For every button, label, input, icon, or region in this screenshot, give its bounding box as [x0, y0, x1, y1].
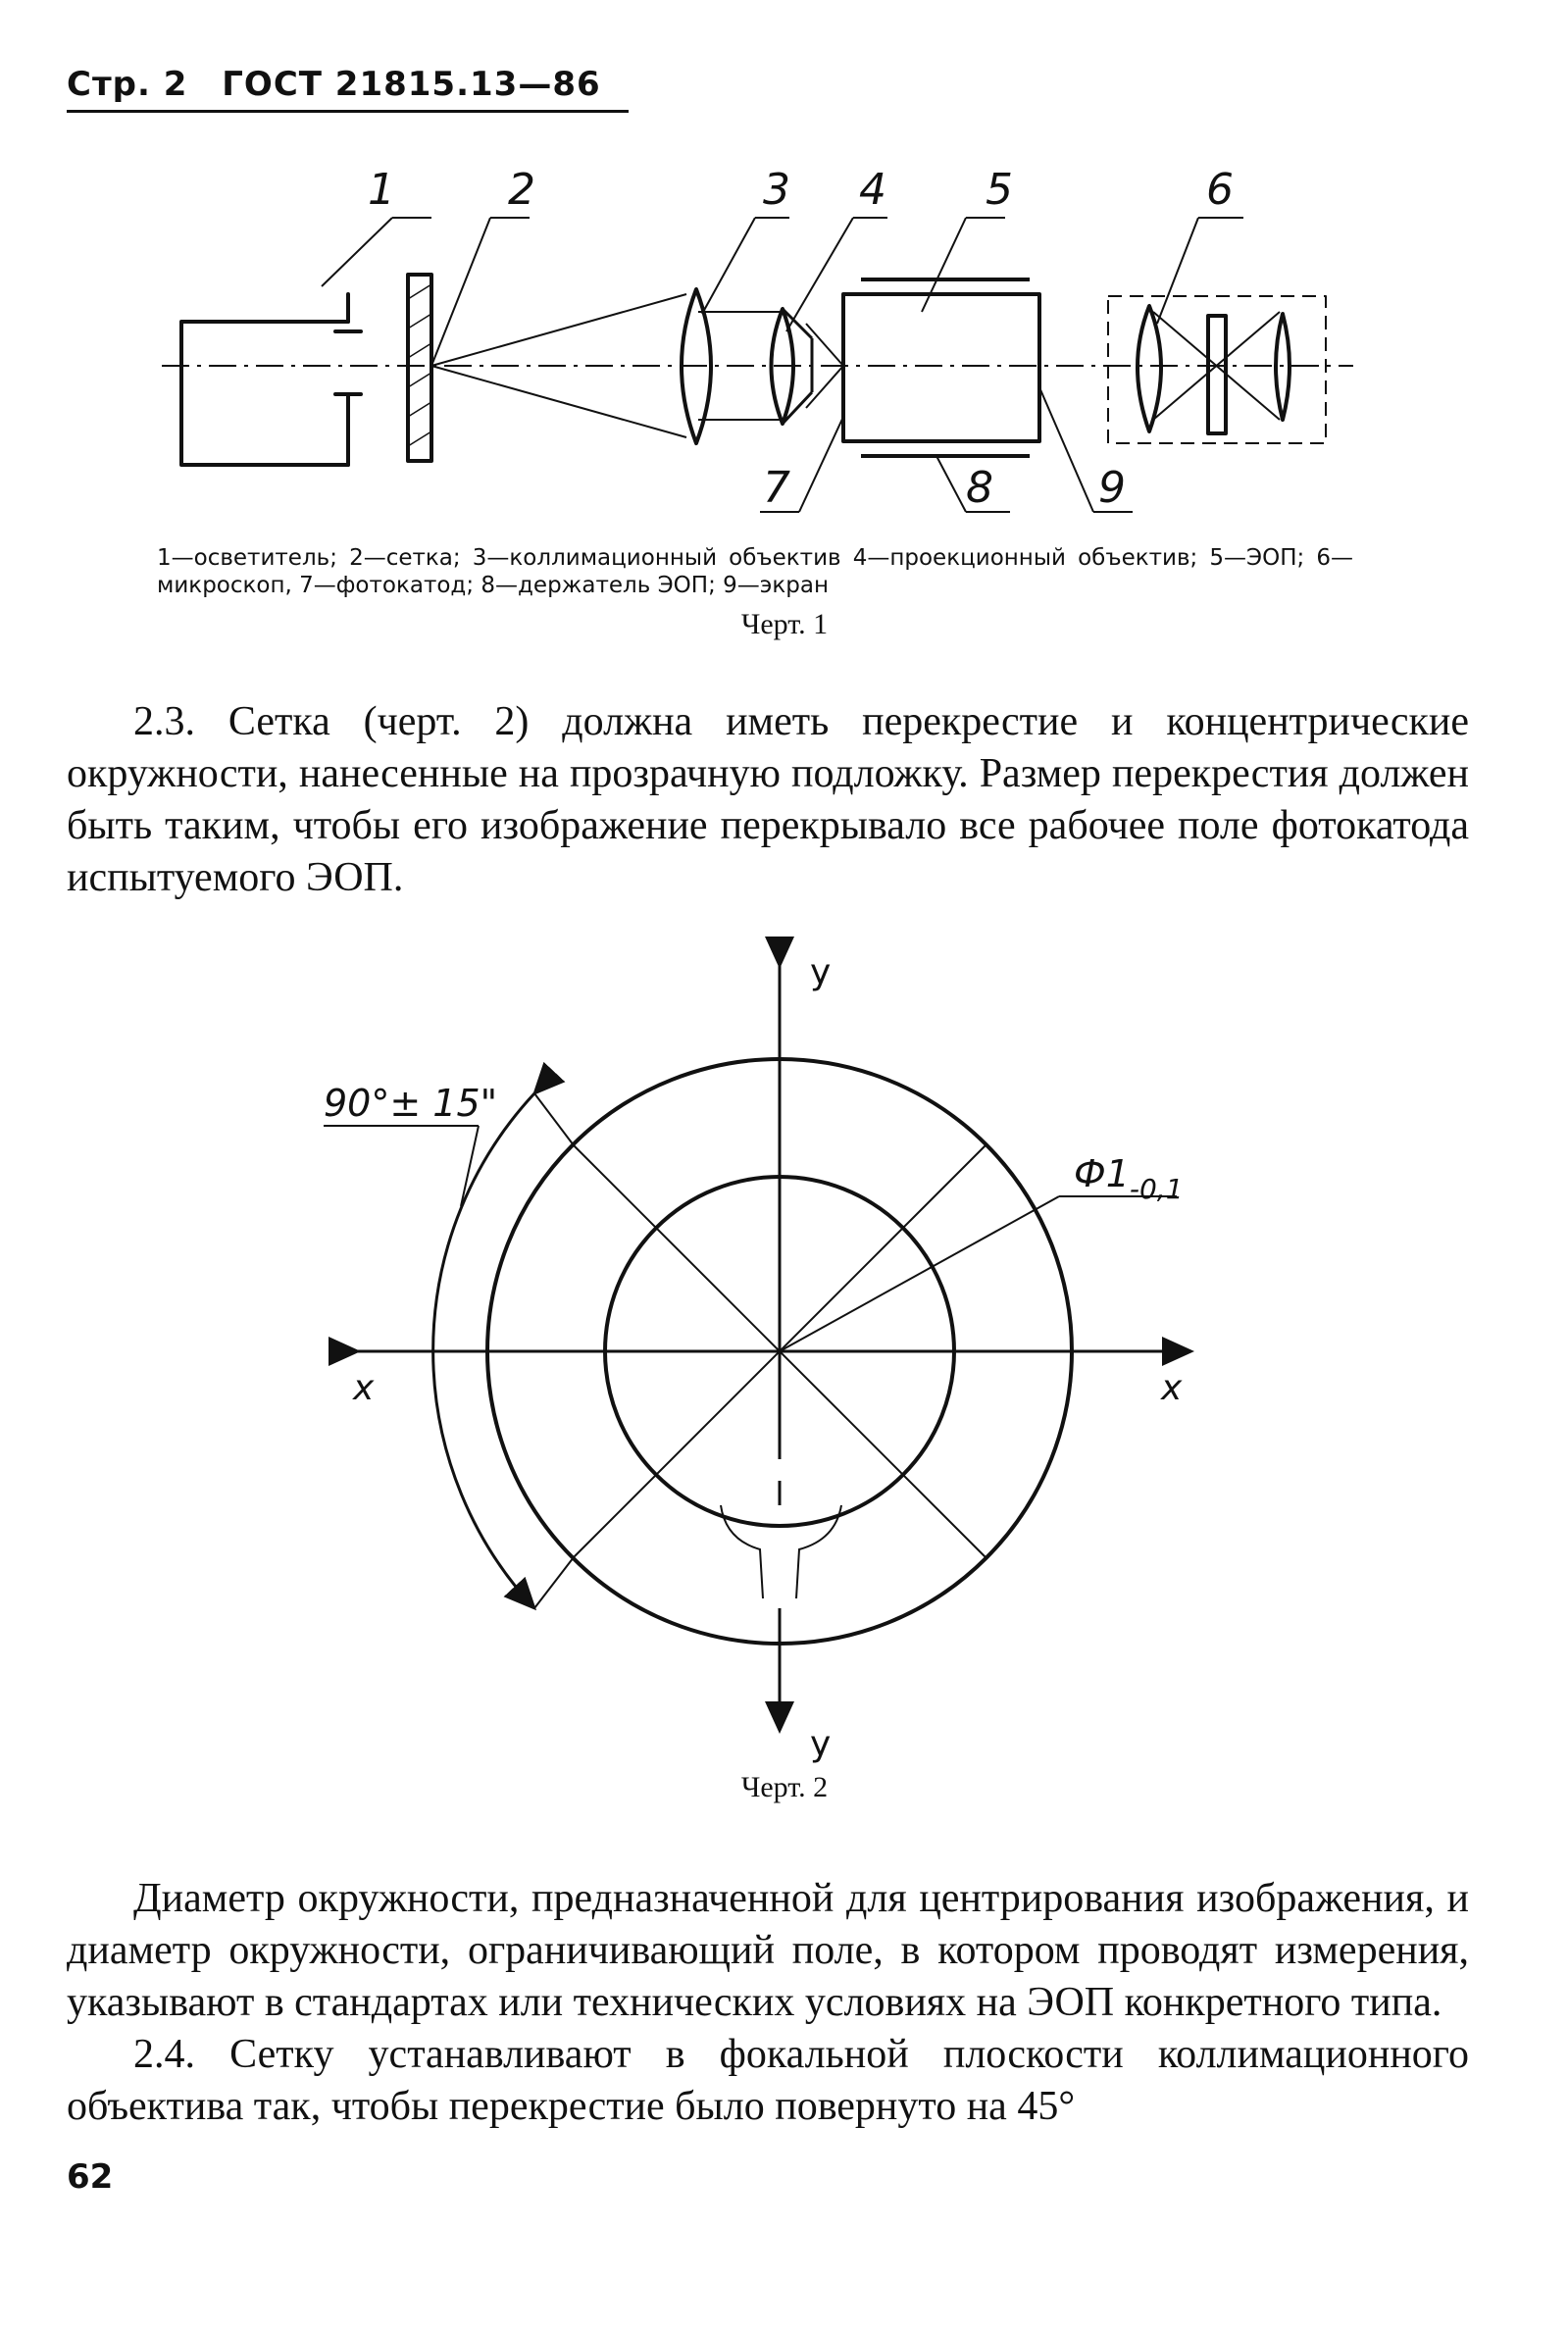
angle-tolerance-label: 90°± 15" [324, 1082, 498, 1125]
figure-1-label: 3 [763, 165, 790, 215]
figure-1-label: 6 [1206, 165, 1234, 215]
axis-x-right-label: x [1161, 1368, 1183, 1408]
figure-1-label: 4 [859, 165, 886, 215]
paragraph-diameter-text: Диаметр окружности, предназначенной для центрирования изображения, и диаметр окружности, ограничивающий поле, в котором проводят измерения, указывают в стандартах или технических условиях на ЭОП конкретного типа. [67, 1876, 1469, 2025]
page-label: Стр. 2 [67, 65, 188, 104]
page-number: 62 [67, 2157, 114, 2197]
diameter-label: $Ф1_{-0,1}$ [1074, 1152, 1184, 1205]
standard-number: ГОСТ 21815.13—86 [222, 65, 601, 104]
axis-y-top-label: y [810, 952, 832, 992]
figure-1-title: Черт. 1 [740, 608, 829, 640]
figure-1-label: 8 [966, 463, 993, 513]
figure-1-caption: 1—осветитель; 2—сетка; 3—коллимационный объектив 4—проекционный объектив; 5—ЭОП; 6—микроскоп, 7—фотокатод; 8—держатель ЭОП; 9—экран [157, 545, 1353, 598]
axis-x-left-label: x [353, 1368, 375, 1408]
figure-1-label: 9 [1098, 463, 1126, 513]
figure-1-label: 1 [368, 165, 395, 215]
paragraph-2-3-text: 2.3. Сетка (черт. 2) должна иметь перекрестие и концентрические окружности, нанесенные на прозрачную подложку. Размер перекрестия должен быть таким, чтобы его изображение перекрывало все рабочее поле фотокатода испытуемого ЭОП. [67, 699, 1469, 900]
figure-1-label: 5 [986, 165, 1013, 215]
paragraph-2-4-text: 2.4. Сетку устанавливают в фокальной плоскости коллимационного объектива так, чтобы перекрестие было повернуто на 45° [67, 2032, 1469, 2129]
figure-1-label: 2 [508, 165, 535, 215]
axis-y-bottom-label: y [810, 1724, 832, 1764]
figure-2-title: Черт. 2 [740, 1771, 829, 1803]
figure-1-label: 7 [763, 463, 790, 513]
paragraph-diameter [67, 1873, 1469, 2133]
